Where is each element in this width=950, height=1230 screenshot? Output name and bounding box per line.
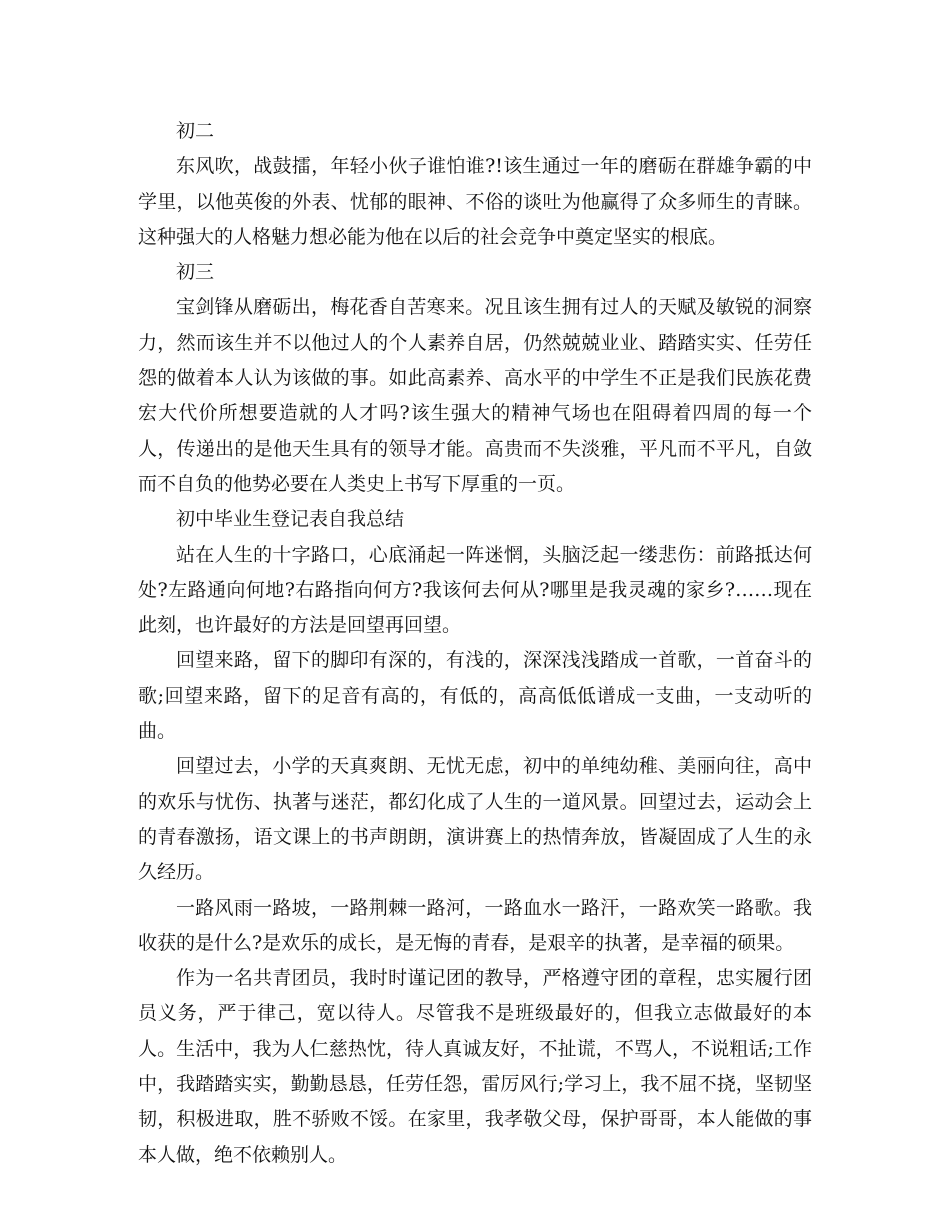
paragraph: 作为一名共青团员，我时时谨记团的教导，严格遵守团的章程，忠实履行团员义务，严于律己，宽以待人。尽管我不是班级最好的，但我立志做最好的本人。生活中，我为人仁慈热忱，待人真诚友好，不扯谎，不骂人，不说粗话;工作中，我踏踏实实，勤勤恳恳，任劳任怨，雷厉风行;学习上，我不屈不挠，坚韧坚韧，积极进取，胜不骄败不馁。在家里，我孝敬父母，保护哥哥，本人能做的事本人做，绝不依赖别人。	[138, 967, 812, 1166]
paragraph: 一路风雨一路坡，一路荆棘一路河，一路血水一路汗，一路欢笑一路歌。我收获的是什么?是欢乐的成长，是无悔的青春，是艰辛的执著，是幸福的硕果。	[138, 896, 812, 954]
section-heading-grade-three: 初三	[176, 261, 215, 284]
paragraph: 东风吹，战鼓擂，年轻小伙子谁怕谁?!该生通过一年的磨砺在群雄争霸的中学里，以他英俊的外表、忧郁的眼神、不俗的谈吐为他赢得了众多师生的青睐。这种强大的人格魅力想必能为他在以后的社会竞争中奠定坚实的根底。	[138, 155, 812, 248]
section-heading-self-summary: 初中毕业生登记表自我总结	[176, 508, 405, 531]
paragraph: 宝剑锋从磨砺出，梅花香自苦寒来。况且该生拥有过人的天赋及敏锐的洞察力，然而该生并不以他过人的个人素养自居，仍然兢兢业业、踏踏实实、任劳任怨的做着本人认为该做的事。如此高素养、高水平的中学生不正是我们民族花费宏大代价所想要造就的人才吗?该生强大的精神气场也在阻碍着四周的每一个人，传递出的是他天生具有的领导才能。高贵而不失淡雅，平凡而不平凡，自敛而不自负的他势必要在人类史上书写下厚重的一页。	[138, 296, 812, 495]
document-body	[138, 114, 812, 1173]
paragraph: 站在人生的十字路口，心底涌起一阵迷惘，头脑泛起一缕悲伤：前路抵达何处?左路通向何地?右路指向何方?我该何去何从?哪里是我灵魂的家乡?……现在此刻，也许最好的方法是回望再回望。	[138, 543, 812, 637]
paragraph: 回望来路，留下的脚印有深的，有浅的，深深浅浅踏成一首歌，一首奋斗的歌;回望来路，留下的足音有高的，有低的，高高低低谱成一支曲，一支动听的曲。	[138, 649, 812, 743]
section-heading-grade-two: 初二	[176, 120, 215, 142]
paragraph: 回望过去，小学的天真爽朗、无忧无虑，初中的单纯幼稚、美丽向往，高中的欢乐与忧伤、执著与迷茫，都幻化成了人生的一道风景。回望过去，运动会上的青春激扬，语文课上的书声朗朗，演讲赛上的热情奔放，皆凝固成了人生的永久经历。	[138, 755, 812, 884]
